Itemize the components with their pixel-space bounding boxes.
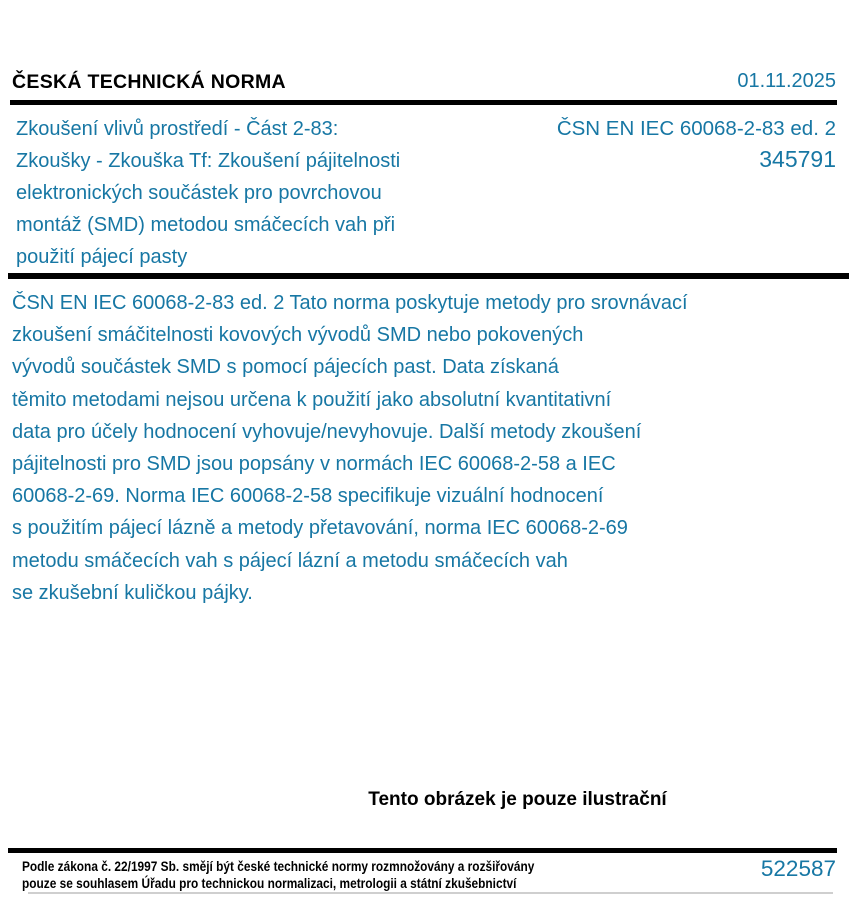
abstract-line: vývodů součástek SMD s pomocí pájecích past. Data získaná: [12, 356, 559, 379]
norm-type-title: ČESKÁ TECHNICKÁ NORMA: [12, 71, 286, 93]
standard-title-line: montáž (SMD) metodou smáčecích vah při: [16, 214, 396, 236]
legal-notice: [22, 858, 534, 892]
class-number: 345791: [759, 146, 836, 172]
abstract-line: metodu smáčecích vah s pájecí lázní a metodu smáčecích vah: [12, 549, 568, 572]
title-rule: [8, 273, 849, 279]
abstract-line: se zkušební kuličkou pájky.: [12, 581, 253, 604]
standard-title-line: použití pájecí pasty: [16, 246, 188, 268]
abstract-line: s použitím pájecí lázně a metody přetavování, norma IEC 60068-2-69: [12, 517, 628, 540]
abstract-line: ČSN EN IEC 60068-2-83 ed. 2 Tato norma poskytuje metody pro srovnávací: [12, 292, 688, 314]
standard-title-line: Zkoušení vlivů prostředí - Část 2-83:: [16, 118, 339, 140]
standard-title-line: elektronických součástek pro povrchovou: [16, 182, 382, 204]
abstract-line: data pro účely hodnocení vyhovuje/nevyhovuje. Další metody zkoušení: [12, 420, 642, 443]
legal-notice-line: pouze se souhlasem Úřadu pro technickou normalizaci, metrologii a státní zkušebnictví: [22, 876, 517, 891]
catalog-number: 522587: [760, 856, 836, 881]
abstract-line: zkoušení smáčitelnosti kovových vývodů SMD nebo pokovených: [12, 324, 584, 347]
abstract-line: 60068-2-69. Norma IEC 60068-2-58 specifikuje vizuální hodnocení: [12, 485, 604, 508]
abstract: [12, 287, 845, 609]
header-rule: [10, 100, 837, 105]
standard-title-line: Zkoušky - Zkouška Tf: Zkoušení pájitelnosti: [16, 150, 401, 172]
standard-designation: ČSN EN IEC 60068-2-83 ed. 2: [556, 117, 836, 140]
abstract-line: pájitelnosti pro SMD jsou popsány v normách IEC 60068-2-58 a IEC: [12, 453, 616, 476]
legal-notice-line: Podle zákona č. 22/1997 Sb. smějí být české technické normy rozmnožovány a rozšiřovány: [22, 859, 535, 874]
designation-block: [557, 114, 836, 175]
bottom-scan-line: [28, 892, 833, 894]
issue-date: 01.11.2025: [737, 70, 836, 92]
footer-rule: [8, 848, 837, 853]
standard-title: [16, 113, 400, 273]
illustration-note: Tento obrázek je pouze ilustrační: [368, 789, 667, 810]
abstract-line: těmito metodami nejsou určena k použití jako absolutní kvantitativní: [12, 388, 612, 411]
